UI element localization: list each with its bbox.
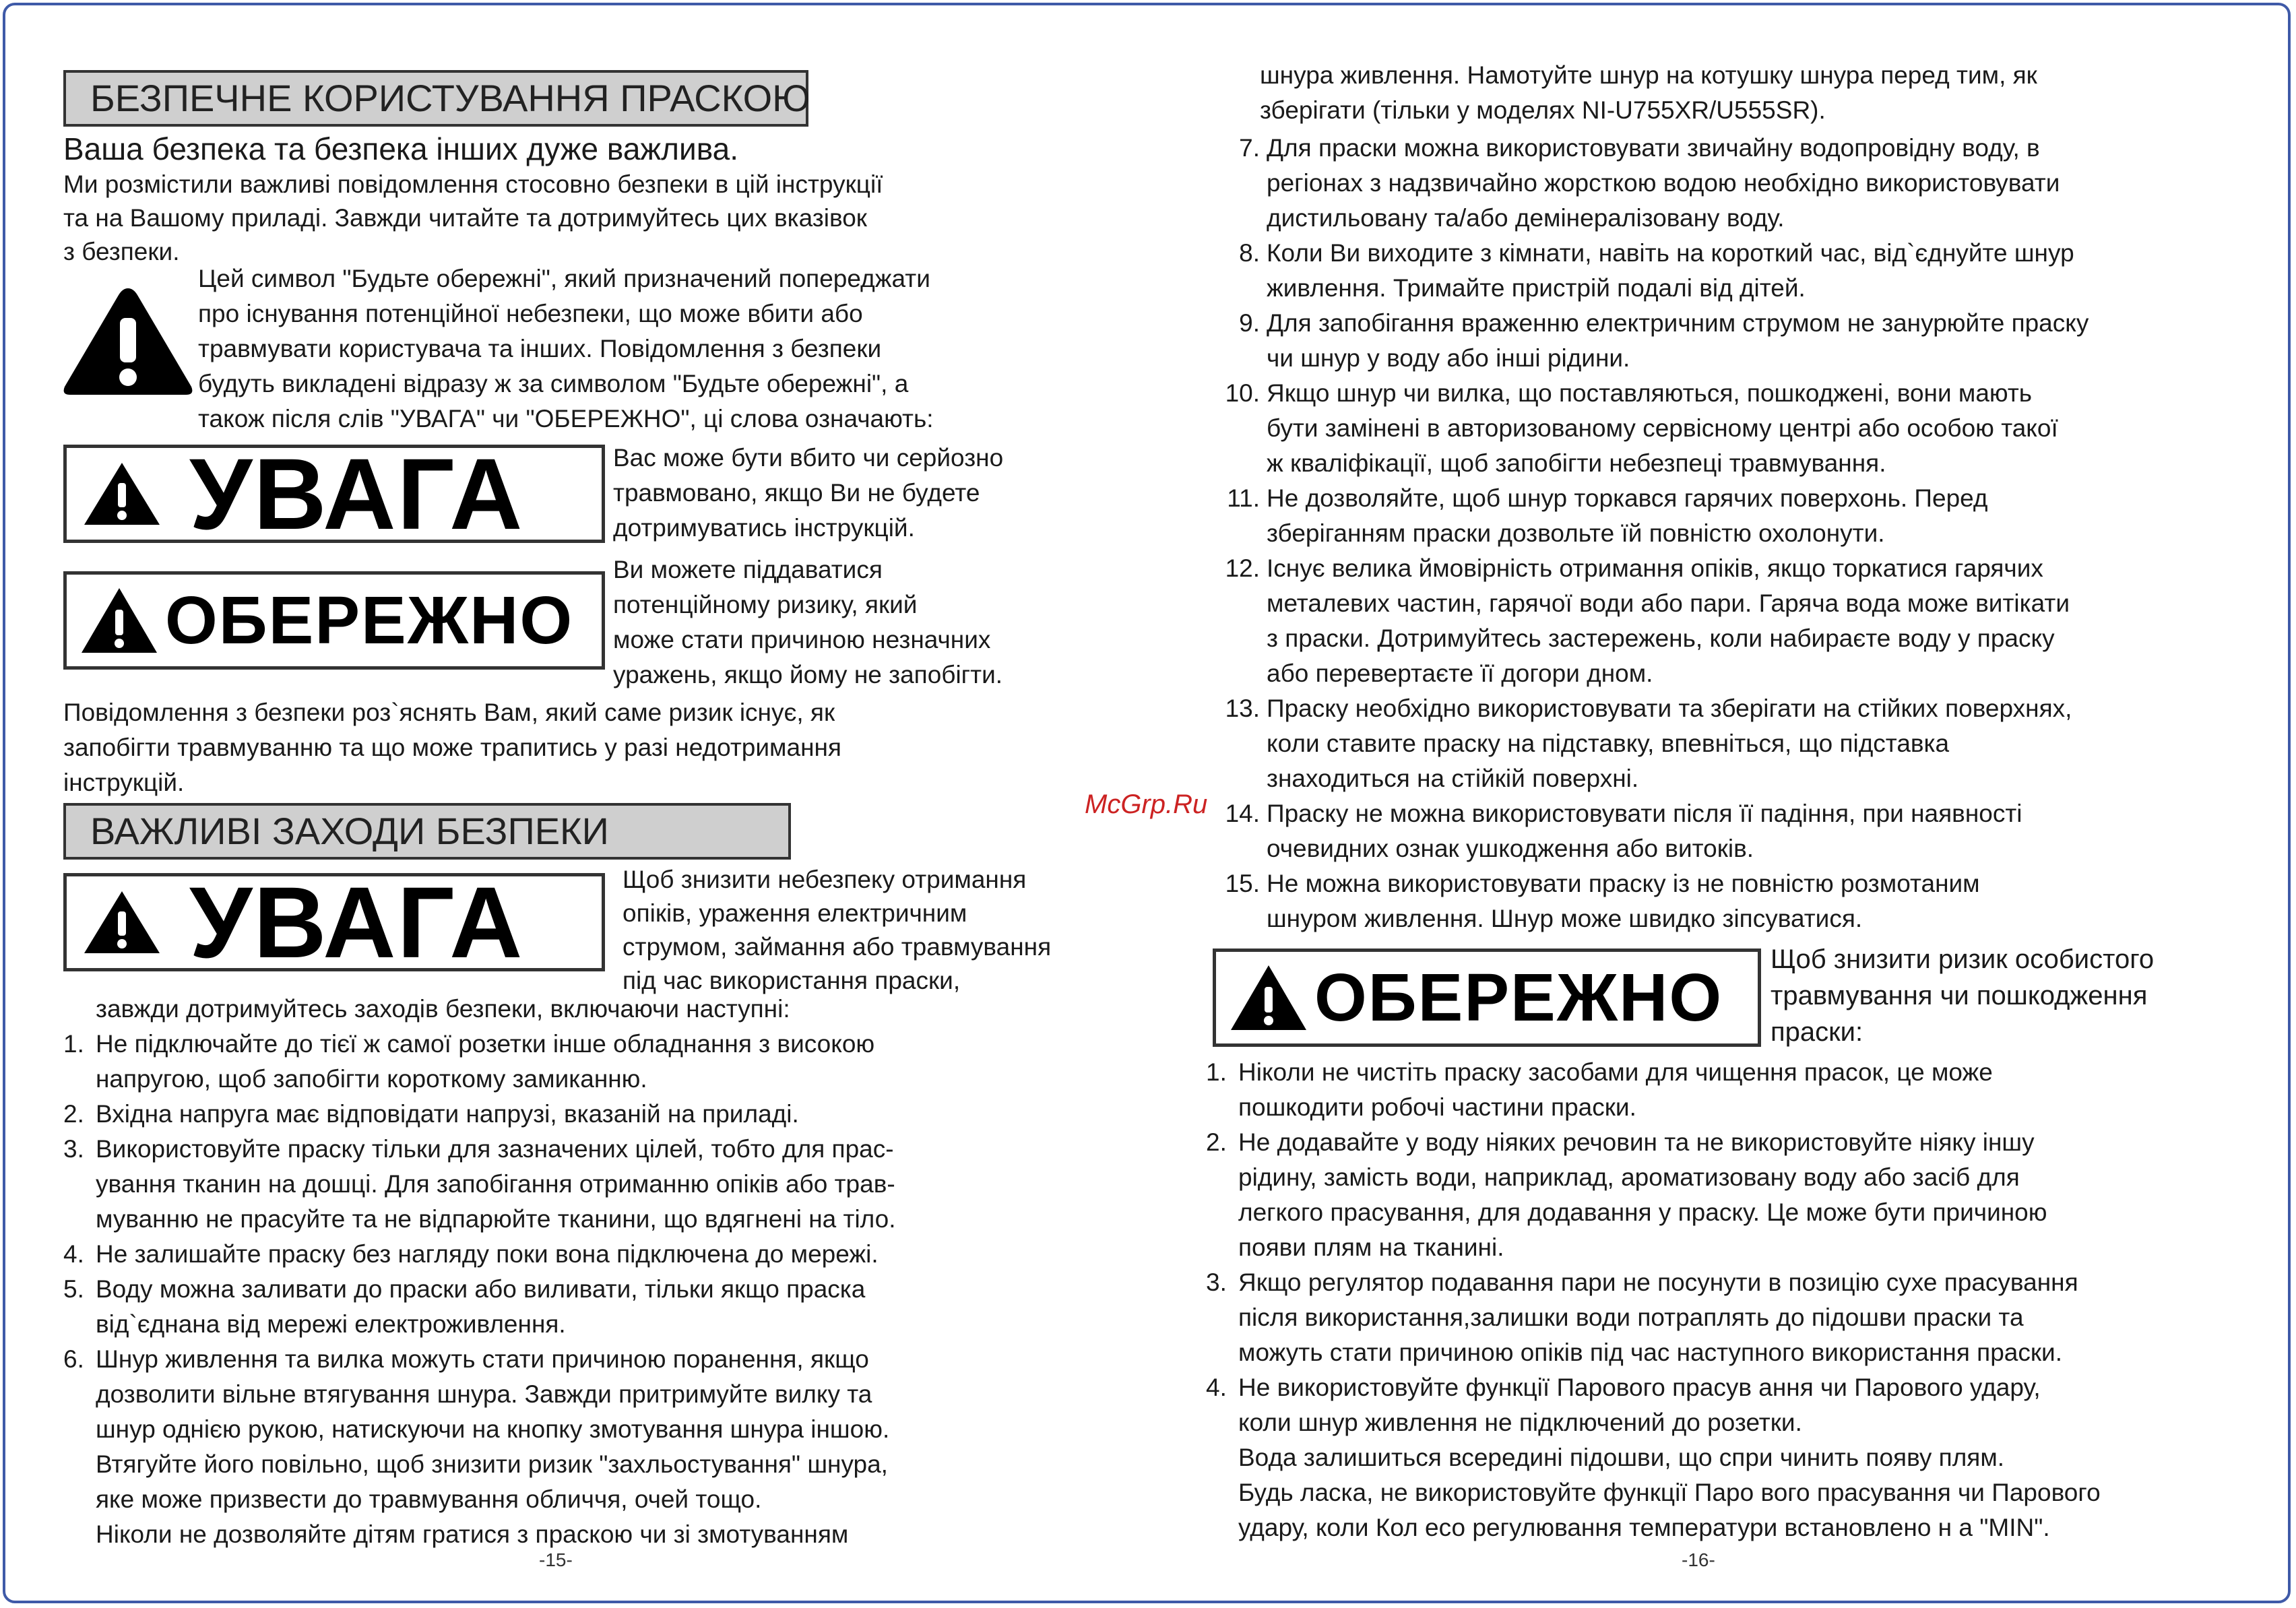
list-item: 15. Не можна використовувати праску із не повністю розмотаним шнуром живлення. Шнур може швидко зіпсуватися. bbox=[1225, 870, 1980, 932]
safety-list-right bbox=[1206, 131, 2257, 936]
list-item: 9. Для запобігання враженню електричним струмом не занурюйте праску чи шнур у воду або інші рідини. bbox=[1239, 309, 2089, 372]
list-item: 3. Використовуйте праску тільки для зазначених цілей, тобто для прас- ування тканин на дошці. Для запобігання отриманню опіків або трав- муванню не прасуйте та не відпарюйте тканини, що вдягнені на тіло. bbox=[63, 1135, 896, 1233]
warning-triangle-icon bbox=[82, 460, 162, 527]
page-number: -16- bbox=[1682, 1549, 1715, 1570]
list-item: 7. Для праски можна використовувати звичайну водопровідну воду, в регіонах з надзвичайно жорсткою водою необхідно використовувати дистильовану та/або демінералізовану воду. bbox=[1239, 134, 2060, 232]
warning-word: УВАГА bbox=[189, 445, 524, 543]
symbol-text-line: про існування потенційної небезпеки, що може вбити або bbox=[198, 300, 863, 327]
list-item: 5. Воду можна заливати до праски або виливати, тільки якщо праска від`єднана від мережі електроживлення. bbox=[63, 1275, 866, 1338]
caution-text-line: Ви можете піддаватися bbox=[613, 556, 883, 583]
caution-triangle-icon bbox=[1228, 963, 1309, 1033]
warning-triangle-icon bbox=[82, 889, 162, 956]
explain-line: інструкцій. bbox=[63, 769, 185, 796]
intro-line: та на Вашому приладі. Завжди читайте та дотримуйтесь цих вказівок bbox=[63, 204, 867, 232]
page-number: -15- bbox=[539, 1549, 573, 1570]
continuation-line: зберігати (тільки у моделях NI-U755XR/U555SR). bbox=[1260, 96, 1826, 124]
list-item: 3. Якщо регулятор подавання пари не посунути в позицію сухе прасування після використання,залишки води потраплять до підошви праски та можуть стати причиною опіків під час наступного використання праски. bbox=[1206, 1268, 2078, 1366]
intro-line: Ми розмістили важливі повідомлення стосовно безпеки в цій інструкції bbox=[63, 170, 883, 198]
section-title-important-safety: ВАЖЛИВІ ЗАХОДИ БЕЗПЕКИ bbox=[63, 803, 791, 860]
caution-text-line: потенційному ризику, який bbox=[613, 591, 918, 618]
caution-right-text-line: травмування чи пошкодження bbox=[1771, 981, 2148, 1010]
warning-label-2 bbox=[63, 873, 605, 971]
caution-right-text-line: праски: bbox=[1771, 1017, 1863, 1047]
headline: Ваша безпека та безпека інших дуже важлива. bbox=[63, 131, 739, 166]
list-item: 4. Не використовуйте функції Парового прасув ання чи Парового удару, коли шнур живлення не підключений до розетки. Вода залишиться всередині підошви, що спри чинить появу плям. Будь ласка, не використовуйте функції Паро вого прасування чи Парового удару, коли Кол есо регулювання температури встановлено н а "MIN". bbox=[1206, 1374, 2101, 1541]
list-item: 2. Вхідна напруга має відповідати напрузі, вказаній на приладі. bbox=[63, 1100, 799, 1128]
list-item: 11. Не дозволяйте, щоб шнур торкався гарячих поверхонь. Перед зберіганням праски дозвольте їй повністю охолонути. bbox=[1227, 484, 1988, 547]
caution-word: ОБЕРЕЖНО bbox=[165, 582, 574, 658]
symbol-text-line: будуть викладені відразу ж за символом "Будьте обережні", а bbox=[198, 370, 909, 397]
warning2-text-line: під час використання праски, bbox=[623, 967, 961, 994]
caution-text-line: уражень, якщо йому не запобігти. bbox=[613, 661, 1003, 688]
watermark: McGrp.Ru bbox=[1085, 790, 1208, 819]
explain-line: запобігти травмуванню та що може трапитись у разі недотримання bbox=[63, 734, 841, 761]
section-title-safe-use: БЕЗПЕЧНЕ КОРИСТУВАННЯ ПРАСКОЮ bbox=[63, 70, 808, 127]
continuation-line: шнура живлення. Намотуйте шнур на котушку шнура перед тим, як bbox=[1260, 61, 2037, 89]
warning-text-line: Вас може бути вбито чи серйозно bbox=[613, 444, 1004, 472]
caution-right-text-line: Щоб знизити ризик особистого bbox=[1771, 944, 2155, 974]
caution-label-right bbox=[1213, 948, 1761, 1047]
warning-word: УВАГА bbox=[189, 873, 524, 971]
symbol-text-line: також після слів "УВАГА" чи "ОБЕРЕЖНО", ці слова означають: bbox=[198, 405, 934, 432]
list-item: 6. Шнур живлення та вилка можуть стати причиною поранення, якщо дозволити вільне втягування шнура. Завжди притримуйте вилку та шнур однією рукою, натискуючи на кнопку змотування шнура іншою. Втягуйте його повільно, щоб знизити ризик "захльостування" шнура, яке може призвести до травмування обличчя, очей тощо. Ніколи не дозволяйте дітям гратися з праскою чи зі змотуванням bbox=[63, 1345, 890, 1548]
list-item: 4. Не залишайте праску без нагляду поки вона підключена до мережі. bbox=[63, 1240, 879, 1268]
warning-label bbox=[63, 445, 605, 543]
list-item: 14. Праску не можна використовувати після її падіння, при наявності очевидних ознак ушкодження або витоків. bbox=[1225, 800, 2022, 862]
warning2-text-line: струмом, займання або травмування bbox=[623, 933, 1052, 961]
list-item: 2. Не додавайте у воду ніяких речовин та не використовуйте ніяку іншу рідину, замість води, наприклад, ароматизовану воду або засіб для легкого прасування, для додавання у праску. Це може бути причиною появи плям на тканині. bbox=[1206, 1128, 2047, 1261]
warning-text-line: дотримуватись інструкцій. bbox=[613, 514, 915, 542]
warning-text-line: травмовано, якщо Ви не будете bbox=[613, 479, 980, 507]
list-item: 12. Існує велика ймовірність отримання опіків, якщо торкатися гарячих металевих частин, гарячої води або пари. Гаряча вода може витікати з праски. Дотримуйтесь застережень, коли набираєте воду у праску або перевертаєте її догори дном. bbox=[1225, 554, 2070, 687]
list-item: 13. Праску необхідно використовувати та зберігати на стійких поверхнях, коли ставите праску на підставку, впевніться, що підставка знаходиться на стійкій поверхні. bbox=[1225, 695, 2072, 792]
caution-text-line: може стати причиною незначних bbox=[613, 626, 991, 653]
warning2-text-line: Щоб знизити небезпеку отримання bbox=[623, 866, 1027, 893]
caution-list-right bbox=[1206, 1055, 2257, 1545]
explain-line: Повідомлення з безпеки роз`яснять Вам, який саме ризик існує, як bbox=[63, 699, 835, 726]
attention-triangle-icon bbox=[61, 283, 195, 399]
list-item: 1. Ніколи не чистіть праску засобами для чищення прасок, це може пошкодити робочі частини праски. bbox=[1206, 1058, 1993, 1121]
intro-line: з безпеки. bbox=[63, 238, 180, 265]
caution-label bbox=[63, 571, 605, 670]
symbol-text-line: травмувати користувача та інших. Повідомлення з безпеки bbox=[198, 335, 882, 362]
warning2-text-line: опіків, ураження електричним bbox=[623, 899, 967, 927]
symbol-text-line: Цей символ "Будьте обережні", який призначений попереджати bbox=[198, 265, 930, 292]
list-item: 8. Коли Ви виходите з кімнати, навіть на короткий час, від`єднуйте шнур живлення. Тримайте пристрій подалі від дітей. bbox=[1239, 239, 2074, 302]
always-text: завжди дотримуйтесь заходів безпеки, включаючи наступні: bbox=[96, 995, 790, 1023]
safety-list-left bbox=[63, 1027, 1114, 1552]
caution-triangle-icon bbox=[79, 585, 160, 655]
list-item: 10. Якщо шнур чи вилка, що поставляються, пошкоджені, вони мають бути замінені в авторизованому сервісному центрі або особою такої ж кваліфікації, щоб запобігти небезпеці травмування. bbox=[1225, 379, 2058, 477]
list-item: 1. Не підключайте до тієї ж самої розетки інше обладнання з високою напругою, щоб запобігти короткому замиканню. bbox=[63, 1030, 875, 1093]
caution-word: ОБЕРЕЖНО bbox=[1314, 959, 1723, 1035]
